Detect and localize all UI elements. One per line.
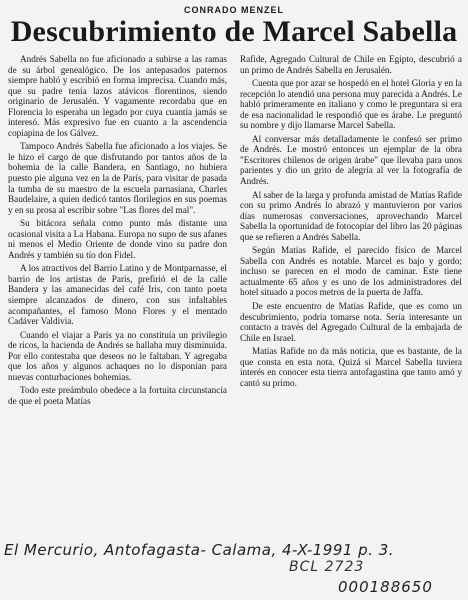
paragraph: Rafide, Agregado Cultural de Chile en Egipto, descubrió a un primo de Andrés Sabella en Jerusalén. — [240, 54, 462, 75]
paragraph: A los atractivos del Barrio Latino y de Montparnasse, el barrio de los artistas de París, prefirió el de la calle Bandera y las amanecidas del café Iris, con tanto poeta siempre alcanzados de dinero, con sus infaltables acompañantes, el famoso Mono Flores y el mentado Cadáver Valdivia. — [8, 263, 227, 327]
paragraph: Cuando el viajar a París ya no constituía un privilegio de ricos, la hacienda de Andrés se hallaba muy disminuida. Por ello contestaba que deseos no le faltaban. Y agregaba que los años y algunos achaques no lo disponían para nuevas conturbaciones bohemias. — [8, 329, 227, 382]
document-number: 000188650 — [338, 578, 433, 596]
handwritten-source-note: El Mercurio, Antofagasta- Calama, 4-X-1991 p. 3. — [4, 541, 395, 559]
paragraph: Andrés Sabella no fue aficionado a subirse a las ramas de su árbol genealógico. De los antepasados paternos siempre habló y escribió en forma imprecisa. Cuando más, que su padre tenía lazos atávicos florentinos, siendo originario de Jerusalén. Y vagamente recordaba que en Florencia lo esperaba un legado por cuya cuantía jamás se interesó. Más expresivo fue en cuanto a la ascendencia copiapina de los Gálvez. — [8, 54, 227, 138]
paragraph: Al conversar más detalladamente le confesó ser primo de Andrés. Le mostró entonces un ejemplar de la obra "Escritores chilenos de origen árabe" que llevaba para unos parientes y dio un grito de alegría al ver la fotografía de Andrés. — [240, 133, 462, 187]
paragraph: Según Matías Rafide, el parecido físico de Marcel Sabella con Andrés es notable. Marcel es bajo y gordo; incluso se parecen en el modo de caminar. Este tiene actualmente 65 años y es uno de los administradores del hotel situado a pocos metros de la puerta de Jaffa. — [240, 245, 462, 298]
paragraph: Todo este preámbulo obedece a la fortuita circunstancia de que el poeta Matías — [8, 385, 227, 406]
author-byline: CONRADO MENZEL — [184, 5, 284, 15]
archive-code: BCL 2723 — [289, 559, 365, 575]
paragraph: De este encuentro de Matías Rafide, que es como un descubrimiento, podría tomarse nota. Sería interesante un contacto a través del Agregado Cultural de la embajada de Chile en Israel. — [240, 301, 462, 343]
paragraph: Matías Rafide no da más noticia, que es bastante, de la que consta en esta nota. Quizá si Marcel Sabella tuviera interés en conocer esta tierra antofagastina que tanto amó y cantó su primo. — [240, 346, 462, 388]
article-column-left — [8, 54, 227, 407]
paragraph: Cuenta que por azar se hospedó en el hotel Gloria y en la recepción lo atendió una persona muy parecida a Andrés. Le habló primeramente en italiano y como le preguntara si era de esa nacionalidad le respondió que es árabe. Le preguntó su nombre y dijo llamarse Marcel Sabella. — [240, 78, 462, 131]
article-column-right — [240, 54, 462, 388]
paragraph: Al saber de la larga y profunda amistad de Matías Rafide con su primo Andrés lo abrazó y mantuvieron por varios días numerosas conversaciones, aprovechando Marcel Sabella la oportunidad de fotocopiar del libro las 20 páginas que se refieren a Andrés Sabella. — [240, 189, 462, 242]
paragraph: Tampoco Andrés Sabella fue aficionado a los viajes. Se le hizo el cargo de que disfrutando por tantos años de la bohemia de la calle Bandera, en Santiago, no hubiera puesto pie alguna vez en la de París, para visitar de pasada la tumba de su maestro de la escuela parnasiana, Charles Baudelaire, a quien dedicó tantos florilegios en sus poemas y en su prosa al escribir sobre "Las flores del mal". — [8, 141, 227, 215]
article-title: Descubrimiento de Marcel Sabella — [10, 15, 458, 48]
paragraph: Su bitácora señala como punto más distante una ocasional visita a La Habana. Europa no supo de sus afanes ni menos el Medio Oriente de donde vino su padre don Andrés y también su tío don Fidel. — [8, 218, 227, 260]
